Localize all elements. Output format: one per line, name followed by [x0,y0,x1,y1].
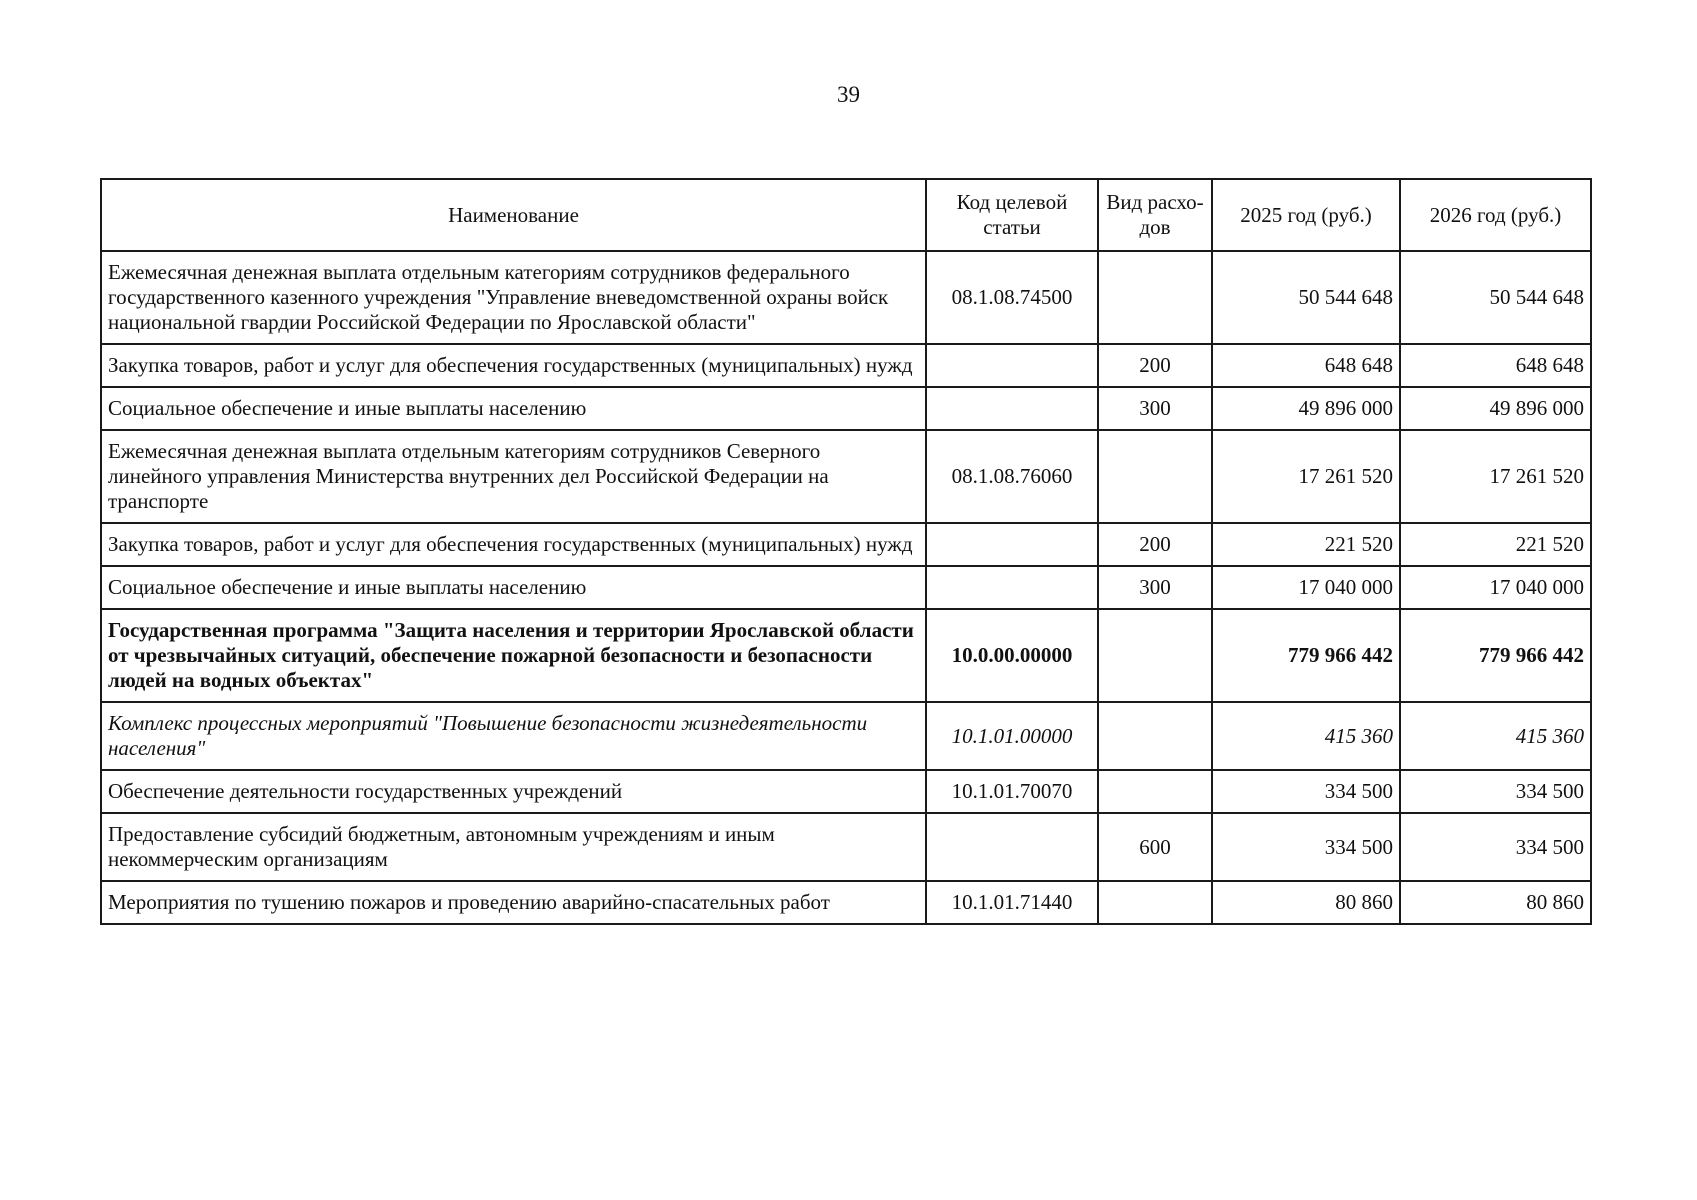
cell-code [926,387,1098,430]
cell-name: Мероприятия по тушению пожаров и проведению аварийно-спасательных работ [101,881,926,924]
cell-2025: 80 860 [1212,881,1400,924]
table-row [101,770,1591,813]
cell-2025: 334 500 [1212,813,1400,881]
cell-type: 200 [1098,344,1212,387]
cell-2025: 334 500 [1212,770,1400,813]
cell-type [1098,609,1212,702]
cell-code [926,344,1098,387]
header-2026: 2026 год (руб.) [1400,179,1591,251]
cell-type [1098,881,1212,924]
table-row [101,523,1591,566]
cell-2026: 648 648 [1400,344,1591,387]
cell-type [1098,251,1212,344]
cell-2025: 648 648 [1212,344,1400,387]
cell-code: 08.1.08.76060 [926,430,1098,523]
cell-type: 300 [1098,566,1212,609]
cell-name: Комплекс процессных мероприятий "Повышение безопасности жизнедеятельности населения" [101,702,926,770]
cell-2025: 221 520 [1212,523,1400,566]
cell-2026: 80 860 [1400,881,1591,924]
cell-name: Государственная программа "Защита населения и территории Ярославской области от чрезвычайных ситуаций, обеспечение пожарной безопасности и безопасности людей на водных объектах" [101,609,926,702]
cell-2026: 334 500 [1400,813,1591,881]
cell-2026: 49 896 000 [1400,387,1591,430]
cell-name: Закупка товаров, работ и услуг для обеспечения государственных (муниципальных) нужд [101,344,926,387]
cell-2026: 415 360 [1400,702,1591,770]
cell-code [926,566,1098,609]
cell-2026: 17 040 000 [1400,566,1591,609]
cell-name: Предоставление субсидий бюджетным, автономным учреждениям и иным некоммерческим организациям [101,813,926,881]
cell-code: 10.1.01.70070 [926,770,1098,813]
table-row [101,881,1591,924]
cell-2025: 779 966 442 [1212,609,1400,702]
table-row [101,387,1591,430]
table-body [101,251,1591,924]
cell-2026: 50 544 648 [1400,251,1591,344]
table-header-row [101,179,1591,251]
cell-name: Ежемесячная денежная выплата отдельным категориям сотрудников Северного линейного управления Министерства внутренних дел Российской Федерации на транспорте [101,430,926,523]
cell-type [1098,430,1212,523]
cell-code: 08.1.08.74500 [926,251,1098,344]
cell-type: 600 [1098,813,1212,881]
cell-name: Ежемесячная денежная выплата отдельным категориям сотрудников федерального государственного казенного учреждения "Управление вневедомственной охраны войск национальной гвардии Российской Федерации по Ярославской области" [101,251,926,344]
table-row [101,344,1591,387]
cell-2025: 50 544 648 [1212,251,1400,344]
table-row [101,566,1591,609]
header-2025: 2025 год (руб.) [1212,179,1400,251]
cell-2025: 17 261 520 [1212,430,1400,523]
table-row [101,430,1591,523]
cell-2025: 17 040 000 [1212,566,1400,609]
cell-name: Закупка товаров, работ и услуг для обеспечения государственных (муниципальных) нужд [101,523,926,566]
page-number: 39 [837,82,860,107]
table-row [101,813,1591,881]
table-row [101,251,1591,344]
cell-type [1098,702,1212,770]
header-type: Вид расхо-дов [1098,179,1212,251]
cell-code: 10.0.00.00000 [926,609,1098,702]
cell-2026: 334 500 [1400,770,1591,813]
cell-code [926,523,1098,566]
cell-2026: 17 261 520 [1400,430,1591,523]
table-row [101,609,1591,702]
header-code: Код целевой статьи [926,179,1098,251]
cell-name: Социальное обеспечение и иные выплаты населению [101,566,926,609]
cell-type: 200 [1098,523,1212,566]
cell-2026: 221 520 [1400,523,1591,566]
cell-2025: 415 360 [1212,702,1400,770]
cell-type [1098,770,1212,813]
cell-code: 10.1.01.71440 [926,881,1098,924]
cell-code [926,813,1098,881]
table-row [101,702,1591,770]
cell-name: Обеспечение деятельности государственных учреждений [101,770,926,813]
header-name: Наименование [101,179,926,251]
cell-code: 10.1.01.00000 [926,702,1098,770]
budget-table [100,178,1592,925]
cell-type: 300 [1098,387,1212,430]
cell-name: Социальное обеспечение и иные выплаты населению [101,387,926,430]
cell-2026: 779 966 442 [1400,609,1591,702]
cell-2025: 49 896 000 [1212,387,1400,430]
